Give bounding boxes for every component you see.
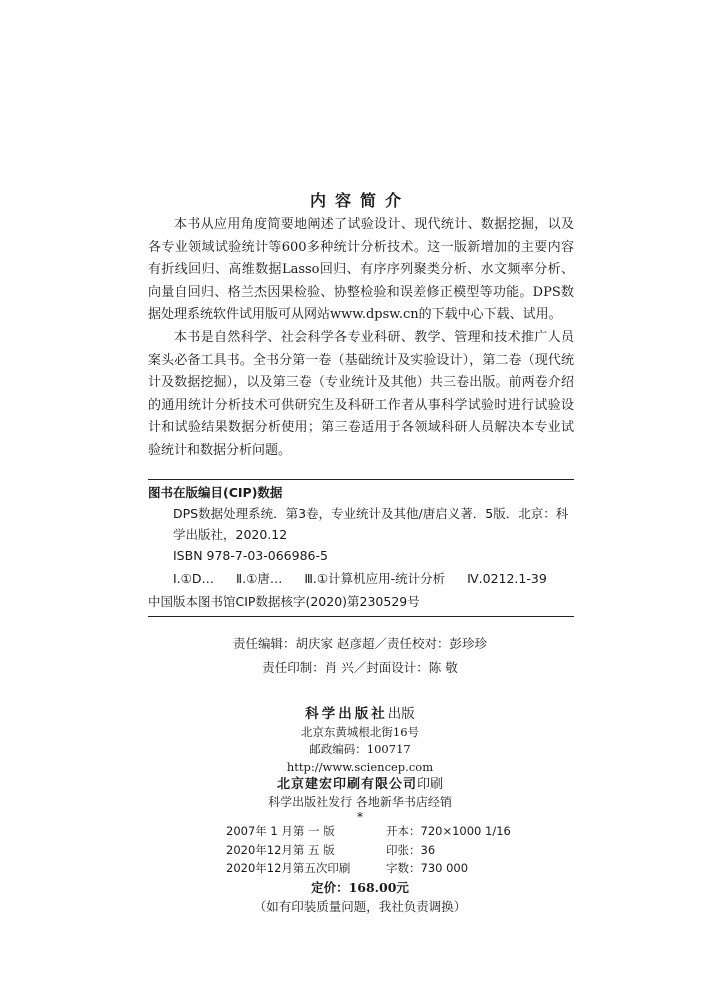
cip-class-2: Ⅱ.①唐… <box>235 571 283 586</box>
publisher-website: http://www.sciencep.com <box>286 759 434 774</box>
cip-class-1: Ⅰ.①D… <box>173 571 214 586</box>
publisher-name: 科学出版社 <box>305 706 388 722</box>
intro-paragraph-1: 本书从应用角度简要地阐述了试验设计、现代统计、数据挖掘，以及各专业领域试验统计等600多种统计分析技术。这一版新增加的主要内容有折线回归、高维数据Lasso回归、有序序列聚类分析、水文频率分析、向量自回归、格兰杰因果检验、协整检验和误差修正模型等功能。DPS数据处理系统软件试用版可从网站www.dpsw.cn的下载中心下载、试用。 <box>148 217 574 323</box>
spec-row <box>226 841 526 860</box>
cip-isbn: ISBN 978-7-03-066986-5 <box>173 548 328 563</box>
word-count-info: 字数：730 000 <box>386 861 469 875</box>
publisher-address: 北京东黄城根北街16号 <box>300 724 420 739</box>
publisher-suffix: 出版 <box>387 706 415 722</box>
spec-row <box>226 822 526 841</box>
editor-credits <box>0 632 720 680</box>
edition-info: 2007年 1 月第 一 版 <box>226 824 335 838</box>
printer-suffix: 印刷 <box>417 777 444 792</box>
publisher-postcode: 邮政编码：100717 <box>309 742 411 756</box>
separator-star: * <box>357 810 363 824</box>
edition-info: 2020年12月第 五 版 <box>226 842 335 857</box>
intro-body <box>148 214 574 463</box>
quality-note: （如有印装质量问题，我社负责调换） <box>253 899 467 914</box>
intro-paragraph-2: 本书是自然科学、社会科学各专业科研、教学、管理和技术推广人员案头必备工具书。全书分第一卷（基础统计及实验设计），第二卷（现代统计及数据挖掘），以及第三卷（专业统计及其他）共三卷出版。前两卷介绍的通用统计分析技术可供研究生及科研工作者从事科学试验时进行试验设计和试验结果数据分析使用；第三卷适用于各领域科研人员解决本专业试验统计和数据分析问题。 <box>148 329 574 458</box>
imprint-block <box>0 706 720 823</box>
spec-row <box>226 859 526 878</box>
cip-class-4: Ⅳ.0212.1-39 <box>467 571 547 586</box>
printer-name: 北京建宏印刷有限公司 <box>276 777 417 792</box>
cip-block <box>148 479 574 617</box>
cip-class-3: Ⅲ.①计算机应用-统计分析 <box>304 571 446 586</box>
printing-info: 2020年12月第五次印刷 <box>226 861 351 875</box>
edition-specs <box>226 822 526 878</box>
cip-heading: 图书在版编目(CIP)数据 <box>148 485 283 500</box>
price: 定价：168.00元 <box>311 880 409 895</box>
cip-entry: DPS数据处理系统．第3卷，专业统计及其他/唐启义著．5版．北京：科学出版社，2020.12 <box>173 506 569 542</box>
editor-credits-line-2: 责任印制：肖 兴／封面设计：陈 敬 <box>262 660 458 675</box>
cip-classifications <box>148 568 574 589</box>
intro-title: 内容简介 <box>309 191 410 210</box>
distribution-line: 科学出版社发行 各地新华书店经销 <box>268 794 452 809</box>
cip-number: 中国版本图书馆CIP数据核字(2020)第230529号 <box>148 594 420 609</box>
printer-line <box>0 776 720 794</box>
publisher-line <box>0 706 720 724</box>
editor-credits-line-1: 责任编辑：胡庆家 赵彦超／责任校对：彭珍珍 <box>233 636 487 651</box>
format-info: 开本：720×1000 1/16 <box>386 824 511 838</box>
sheets-info: 印张：36 <box>386 842 436 857</box>
